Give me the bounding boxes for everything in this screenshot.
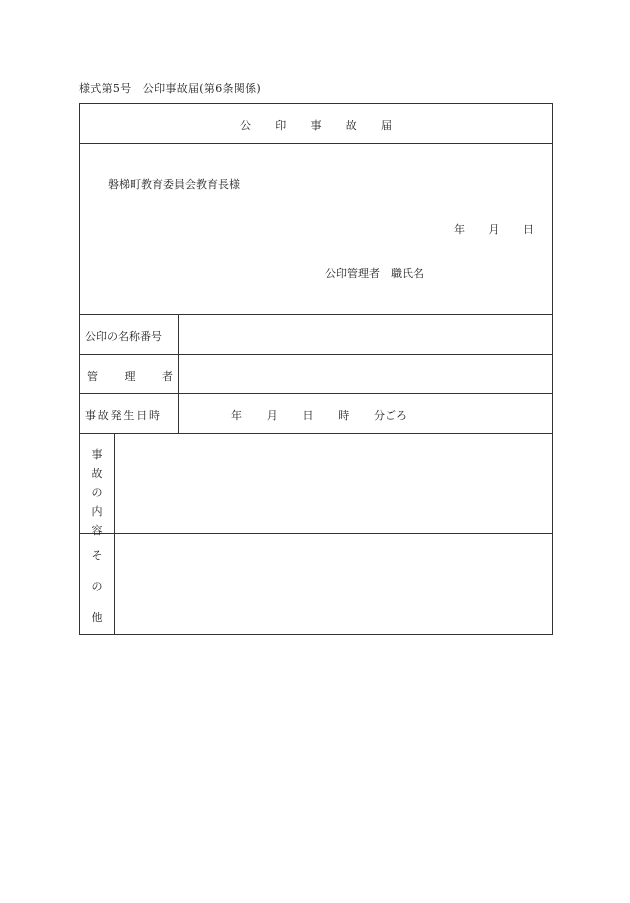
title-char: 事 bbox=[310, 119, 322, 132]
manager-label-char: 管 bbox=[87, 370, 98, 383]
seal-name-field[interactable] bbox=[179, 315, 552, 354]
month-label: 月 bbox=[488, 223, 500, 236]
manager-label bbox=[87, 368, 173, 384]
other-label bbox=[80, 547, 114, 625]
day-label: 日 bbox=[523, 223, 534, 236]
occurrence-label: 事故発生日時 bbox=[85, 409, 162, 422]
title-char: 届 bbox=[381, 119, 392, 132]
other-label-char: そ bbox=[91, 549, 103, 562]
title-char: 故 bbox=[345, 119, 357, 132]
manager-field[interactable] bbox=[179, 355, 552, 393]
form-title bbox=[240, 117, 392, 133]
other-label-char: 他 bbox=[91, 611, 103, 624]
content-label bbox=[80, 446, 114, 538]
occurrence-year: 年 bbox=[231, 409, 242, 422]
occurrence-day: 日 bbox=[302, 409, 314, 422]
title-char: 印 bbox=[275, 119, 287, 132]
occurrence-month: 月 bbox=[266, 409, 278, 422]
content-label-char: 事 bbox=[91, 448, 103, 461]
addressee: 磐梯町教育委員会教育長様 bbox=[108, 178, 240, 191]
content-label-char: の bbox=[91, 486, 103, 499]
seal-incident-form bbox=[79, 103, 553, 635]
manager-label-char: 者 bbox=[162, 370, 173, 383]
manager-label-char: 理 bbox=[124, 370, 136, 383]
other-label-char: の bbox=[91, 580, 103, 593]
applicant-label: 公印管理者 職氏名 bbox=[325, 267, 424, 280]
content-field[interactable] bbox=[115, 434, 552, 533]
occurrence-hour: 時 bbox=[338, 409, 350, 422]
title-char: 公 bbox=[240, 119, 251, 132]
divider bbox=[80, 143, 552, 144]
date-line bbox=[454, 221, 534, 237]
occurrence-datetime-field[interactable] bbox=[231, 407, 407, 423]
year-label: 年 bbox=[454, 223, 465, 236]
content-label-char: 容 bbox=[91, 524, 103, 537]
other-field[interactable] bbox=[115, 534, 552, 634]
content-label-char: 故 bbox=[91, 467, 103, 480]
content-label-char: 内 bbox=[91, 505, 103, 518]
seal-name-label: 公印の名称番号 bbox=[85, 330, 162, 343]
form-caption: 様式第5号 公印事故届(第6条関係) bbox=[79, 82, 261, 95]
divider bbox=[80, 393, 552, 394]
occurrence-minute: 分ごろ bbox=[374, 409, 407, 422]
